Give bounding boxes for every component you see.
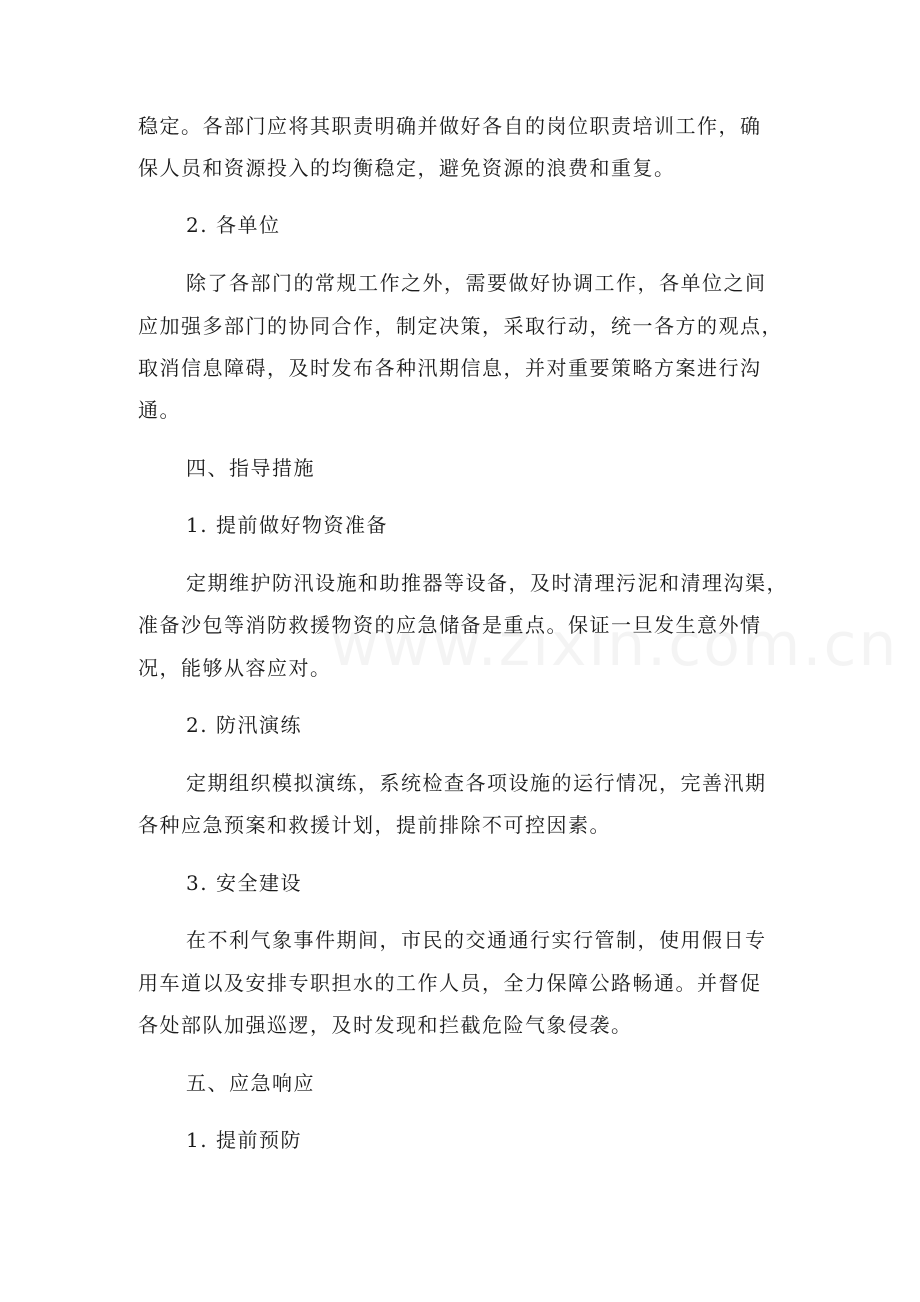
section-heading: 2. 防汛演练 (186, 713, 302, 737)
paragraph-line: 保人员和资源投入的均衡稳定，避免资源的浪费和重复。 (138, 156, 676, 180)
paragraph-line: 稳定。各部门应将其职责明确并做好各自的岗位职责培训工作，确 (138, 114, 762, 138)
section-heading: 3. 安全建设 (186, 871, 302, 895)
paragraph-line: 应加强多部门的协同合作，制定决策，采取行动，统一各方的观点， (138, 314, 783, 338)
paragraph-line: 除了各部门的常规工作之外，需要做好协调工作，各单位之间 (186, 271, 767, 295)
paragraph-line: 况，能够从容应对。 (138, 656, 332, 680)
section-heading: 2. 各单位 (186, 213, 281, 237)
paragraph-line: 取消信息障碍，及时发布各种汛期信息，并对重要策略方案进行沟 (138, 356, 762, 380)
paragraph-line: 定期组织模拟演练，系统检查各项设施的运行情况，完善汛期 (186, 771, 767, 795)
paragraph-line: 定期维护防汛设施和助推器等设备，及时清理污泥和清理沟渠， (186, 571, 788, 595)
chapter-heading: 四、指导措施 (186, 456, 315, 480)
section-heading: 1. 提前做好物资准备 (186, 513, 388, 537)
paragraph-line: 准备沙包等消防救援物资的应急储备是重点。保证一旦发生意外情 (138, 613, 762, 637)
section-heading: 1. 提前预防 (186, 1128, 302, 1152)
paragraph-line: 各种应急预案和救援计划，提前排除不可控因素。 (138, 813, 611, 837)
paragraph-line: 各处部队加强巡逻，及时发现和拦截危险气象侵袭。 (138, 1013, 633, 1037)
paragraph-line: 通。 (138, 398, 181, 422)
chapter-heading: 五、应急响应 (186, 1071, 315, 1095)
paragraph-line: 在不利气象事件期间，市民的交通通行实行管制，使用假日专 (186, 928, 767, 952)
paragraph-line: 用车道以及安排专职担水的工作人员，全力保障公路畅通。并督促 (138, 971, 762, 995)
